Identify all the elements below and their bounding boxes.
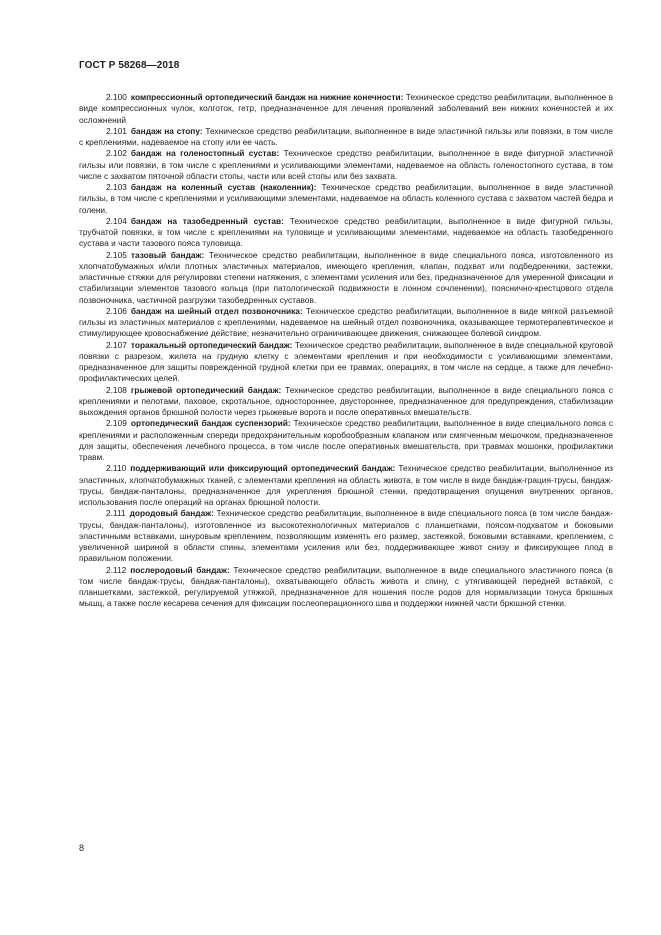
definition-paragraph [79, 385, 613, 419]
clause-number: 2.109 [106, 418, 127, 429]
definition-paragraph [79, 418, 613, 463]
clause-number: 2.102 [106, 148, 127, 159]
definition-paragraph [79, 250, 613, 306]
definition-paragraph [79, 92, 613, 126]
clause-number: 2.101 [106, 125, 127, 136]
document-body [79, 92, 613, 610]
clause-number: 2.104 [106, 215, 127, 226]
definition-text: Техническое средство реабилитации, выполненное в виде мягкой разъемной гильзы из эластичных материалов с креплениями, надеваемое на шейный отдел позвоночника, оказывающее термотерапевтическое и стимулирующее кровоснабжение действие; незначительно ограничивающее движения, снижающее болевой синдром. [79, 305, 614, 339]
definition-paragraph [79, 463, 613, 508]
definition-text: Техническое средство реабилитации, выполненное в виде специальной круговой повязки с разрезом, жилета на грудную клетку с элементами крепления и при необходимости с усиливающими элементами, предназначенное для защиты поврежденной грудной клетки при ее травмах, операциях, в том числе на сердце, а также для лечебно-профилактических целей. [79, 339, 613, 384]
definition-text: Техническое средство реабилитации, выполненное в виде эластичной гильзы или повязки, в том числе с креплениями, надеваемое на стопу или ее часть. [79, 125, 613, 147]
defined-term: бандаж на коленный сустав (наколенник): [130, 182, 317, 192]
defined-term: послеродовый бандаж: [130, 564, 230, 575]
definition-text: Техническое средство реабилитации, выполненное в виде фигурной эластичной гильзы или повязки, в том числе с креплениями и усиливающими элементами, надеваемое на область голеностопного сустава, в том числе с захватом пяточной области стопы, части или всей стопы или без захвата. [79, 148, 613, 181]
clause-number: 2.100 [106, 92, 127, 102]
definition-paragraph [79, 340, 613, 385]
definition-text: Техническое средство реабилитации, выполненное из эластичных, хлопчатобумажных тканей, с элементами крепления на область живота, в том числе в виде бандаж-грация-трусы, бандаж-трусы, бандаж-панталоны, предназначенное для укрепления брюшной стенки, предотвращения опущения внутренних органов, использования после операций на органах брюшной полости. [79, 463, 613, 507]
definition-paragraph [79, 306, 613, 340]
clause-number: 2.112 [106, 564, 127, 575]
definition-paragraph [79, 216, 613, 250]
defined-term: бандаж на стопу: [130, 125, 203, 136]
clause-number: 2.108 [106, 384, 127, 395]
definition-text: Техническое средство реабилитации, выполненное в виде фигурной гильзы, трубчатой повязки, в том числе с креплениями на туловище и усиливающими элементами, надеваемое на область тазобедренного сустава и части тазового пояса туловища. [79, 215, 613, 249]
document-header [79, 60, 179, 71]
clause-number: 2.111 [106, 508, 126, 519]
defined-term: поддерживающий или фиксирующий ортопедический бандаж: [130, 463, 396, 474]
definition-paragraph [79, 182, 613, 216]
defined-term: бандаж на шейный отдел позвоночника: [130, 305, 303, 316]
defined-term: тазовый бандаж: [130, 249, 205, 260]
defined-term: бандаж на голеностопный сустав: [130, 148, 280, 159]
clause-number: 2.107 [106, 339, 127, 350]
definition-text: Техническое средство реабилитации, выполненное в виде специального эластичного пояса (в том числе бандаж-трусы, бандаж-панталоны), охватывающего область живота и спину, с утягивающей передней вставкой, с планшетками, застежкой, регулируемой утяжкой, предназначенное для ношения после родов для нормализации тонуса брюшных мышц, а также после кесарева сечения для фиксации послеоперационного шва и поддержки нижней части брюшной стенки. [79, 564, 613, 609]
defined-term: дородовый бандаж: [129, 508, 214, 519]
definition-text: Техническое средство реабилитации, выполненное в виде специального пояса с креплениями и расположенным спереди предохранительным коробообразным клапаном или смягченным мешочком, предназначенное для защиты, обеспечения лечебного процесса, в том числе после оперативных вмешательств, при травмах мошонки, профилактики травм. [79, 418, 613, 462]
definition-paragraph [79, 508, 613, 564]
defined-term: бандаж на тазобедренный сустав: [130, 215, 284, 226]
defined-term: компрессионный ортопедический бандаж на нижние конечности: [130, 92, 404, 102]
clause-number: 2.110 [106, 463, 127, 474]
definition-paragraph [79, 565, 613, 610]
definition-text: Техническое средство реабилитации, выполненное в виде эластичной гильзы, в том числе с креплениями и усиливающими элементами, надеваемое на область коленного сустава с захватом частей бедра и голени. [79, 182, 614, 215]
standard-title: ГОСТ Р 58268—2018 [79, 60, 180, 71]
defined-term: грыжевой ортопедический бандаж: [130, 384, 282, 395]
clause-number: 2.105 [106, 249, 127, 260]
definition-text: Техническое средство реабилитации, выполненное в виде специального пояса (в том числе бандаж-трусы, бандаж-панталоны), изготовленное из высокотехнологичных материалов с планшетками, поясом-подхватом и боковыми эластичными вставками, шнуровым креплением, позволяющим изменять его размер, застежкой, боковыми вставками, креплением, с увеличенной шириной в области спины, элементами усиления или без, поддерживающее живот снизу и фиксирующее плод в правильном положении. [79, 508, 613, 564]
definition-text: Техническое средство реабилитации, выполненное в виде компрессионных чулок, колготок, гетр, предназначенное для лечения проявлений заболеваний вен нижних конечностей и их осложнений [79, 92, 613, 125]
clause-number: 2.103 [106, 182, 127, 192]
defined-term: торакальный ортопедический бандаж: [130, 339, 293, 350]
definition-text: Техническое средство реабилитации, выполненное в виде специального пояса с креплениями и пелотами, паховое, скротальное, одностороннее, двустороннее, предназначенное для предупреждения, стабилизации выхождения органов брюшной полости через грыжевые ворота и после оперативных вмешательств. [79, 384, 613, 417]
definition-paragraph [79, 148, 613, 182]
definition-text: Техническое средство реабилитации, выполненное в виде специального пояса, изготовленного из хлопчатобумажных и/или плотных эластичных материалов, имеющего крепления, клапан, подхват или подбедренники, застежки, эластичные стяжки для регулировки степени натяжения, с элементами усиления или без, предназначенное для умеренной фиксации и стабилизации элементов тазового кольца (при патологической подвижности в лонном сочленении), пояснично-крестцового отдела позвоночника, частичной разгрузки тазобедренных суставов. [79, 249, 613, 305]
page-number: 8 [79, 843, 85, 853]
clause-number: 2.106 [106, 305, 127, 316]
defined-term: ортопедический бандаж суспензорий: [130, 418, 291, 429]
definition-paragraph [79, 126, 613, 149]
